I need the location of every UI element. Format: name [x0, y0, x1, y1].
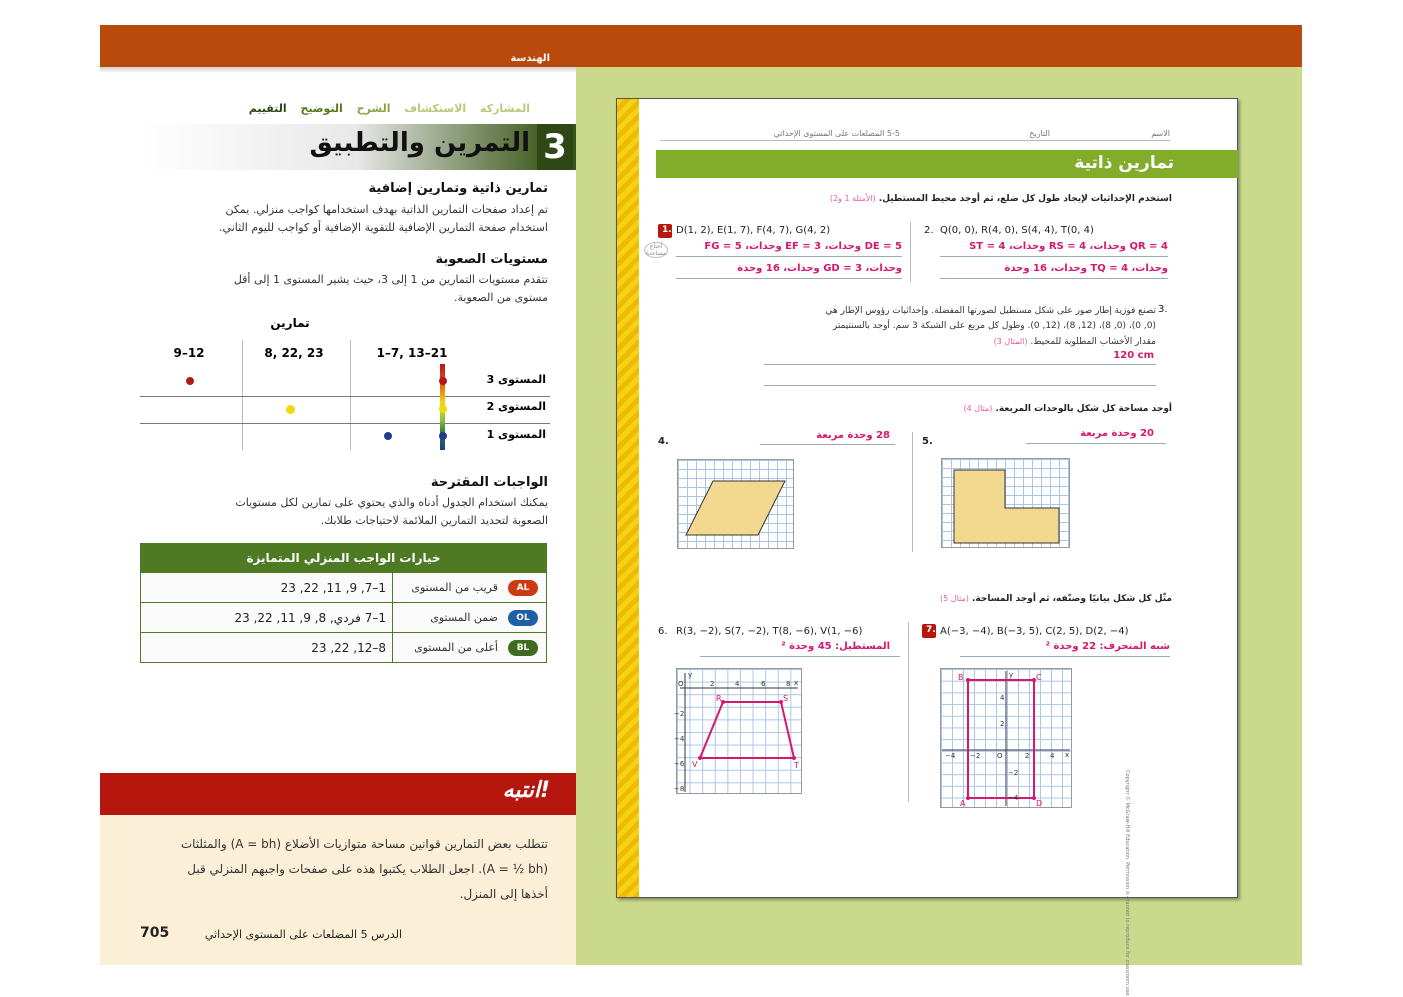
- answer-line: [760, 444, 895, 445]
- instruction-1-text: استخدم الإحداثيات لإيجاد طول كل ضلع، ثم أوجد محيط المستطيل.: [878, 194, 1172, 204]
- l-shape: [954, 470, 1059, 543]
- problem-6-number: 6.: [658, 626, 668, 637]
- x-tick: −2: [970, 752, 981, 760]
- problem-4-number: 4.: [658, 436, 669, 447]
- x-tick: 8: [786, 680, 791, 688]
- y-tick: 4: [1000, 694, 1005, 702]
- homework-row: [141, 632, 546, 662]
- row-divider: [140, 396, 550, 397]
- problem-6-graph: [676, 668, 802, 794]
- difficulty-text-2: مستوى من الصعوبة.: [454, 291, 548, 304]
- answer-line: [764, 385, 1156, 386]
- vertex-label-d: D: [1036, 799, 1043, 808]
- trapezoid-rstv: [700, 702, 794, 758]
- vertex-point: [966, 796, 970, 800]
- homework-exercises: 1–7 فردي, 8, 9, 11, 22, 23: [234, 610, 386, 625]
- problem-2-coords: Q(0, 0), R(4, 0), S(4, 4), T(0, 4): [940, 225, 1094, 236]
- level-3-label: المستوى 3: [486, 373, 546, 386]
- vertex-label-b: B: [958, 673, 964, 682]
- problem-5-answer: 20 وحدة مربعة: [1080, 428, 1154, 439]
- worksheet-title: تمارين ذاتية: [1074, 153, 1174, 173]
- problem-3-line-1: تصنع فوزية إطار صور على شكل مستطيل لصورتها المفضلة. وإحداثيات رؤوس الإطار هي: [825, 306, 1156, 316]
- problem-7-graph: [940, 668, 1072, 808]
- col-header-2: 8, 22, 23: [264, 346, 324, 360]
- answer-line: [676, 278, 902, 279]
- warning-line-3: أخذها إلى المنزل.: [459, 887, 548, 901]
- problem-3-line-3-text: مقدار الأخشاب المطلوبة للمحيط.: [1030, 337, 1156, 347]
- col-divider: [350, 340, 351, 450]
- suggested-heading: الواجبات المقترحة: [430, 475, 548, 490]
- vertex-point: [966, 678, 970, 682]
- problem-5-shape: [941, 458, 1070, 548]
- vertex-label-t: T: [794, 761, 799, 770]
- answer-line: [1026, 443, 1166, 444]
- y-tick: 2: [1000, 720, 1005, 728]
- homework-table-title: خيارات الواجب المنزلي المتمايزة: [141, 544, 546, 572]
- answer-line: [960, 656, 1170, 657]
- level-1-dot: [384, 432, 392, 440]
- level-2-label: المستوى 2: [486, 400, 546, 413]
- problem-2-number: 2.: [924, 225, 934, 236]
- x-tick: −4: [945, 752, 956, 760]
- answer-line: [940, 256, 1168, 257]
- instruction-3-text: مثّل كل شكل بيانيًا وصنّفه، ثم أوجد المساحة.: [972, 594, 1172, 604]
- y-tick: −2: [674, 710, 685, 718]
- problem-6-answer: المستطيل: 45 وحدة ²: [781, 641, 890, 652]
- vertex-label-c: C: [1036, 673, 1042, 682]
- homework-level: أعلى من المستوى: [392, 633, 502, 663]
- level-2-dot: [286, 405, 295, 414]
- instruction-3-ref: (مثال 5): [940, 594, 969, 603]
- practice-text-2: استخدام صفحة التمارين الإضافية للتقوية الإضافية أو كواجب لليوم الثاني.: [219, 221, 548, 234]
- stage-evaluate: التقييم: [248, 102, 287, 115]
- problem-3-ref: (المثال 3): [993, 337, 1028, 346]
- vertex-label-s: S: [783, 694, 789, 703]
- y-tick: −4: [1008, 794, 1019, 802]
- instruction-2-ref: (مثال 4): [963, 404, 993, 413]
- difficulty-table: [140, 340, 550, 450]
- column-divider: [912, 432, 913, 552]
- name-label: الاسم: [1151, 129, 1170, 138]
- level-1-label: المستوى 1: [486, 428, 546, 441]
- column-divider: [908, 622, 909, 802]
- instruction-2-text: أوجد مساحة كل شكل بالوحدات المربعة.: [995, 404, 1172, 414]
- problem-7-coords: A(−3, −4), B(−3, 5), C(2, 5), D(2, −4): [940, 626, 1129, 637]
- practice-heading: تمارين ذاتية وتمارين إضافية: [368, 181, 548, 196]
- beyond-level-badge: BL: [508, 640, 538, 656]
- problem-7-answer: شبه المنحرف: 22 وحدة ²: [1045, 641, 1170, 652]
- problem-5-number: 5.: [922, 436, 933, 447]
- col-divider: [242, 340, 243, 450]
- y-axis-label: y: [688, 671, 693, 679]
- warning-line-2: (A = ½ bh). اجعل الطلاب يكتبوا هذه على صفحات واجبهم المنزلي قبل: [187, 862, 548, 876]
- vertex-point: [792, 756, 796, 760]
- top-bar: [100, 25, 1302, 67]
- y-tick: −4: [674, 735, 685, 743]
- difficulty-text-1: تتقدم مستويات التمارين من 1 إلى 3، حيث يشير المستوى 1 إلى أقل: [233, 273, 548, 286]
- col-header-3: 9–12: [173, 346, 205, 360]
- answer-line: [700, 656, 900, 657]
- problem-3-answer: 120 cm: [1113, 350, 1154, 361]
- instruction-1-ref: (الأمثلة 1 و2): [829, 194, 876, 203]
- vertex-label-r: R: [716, 694, 722, 703]
- answer-line: [940, 278, 1168, 279]
- warning-text: [130, 832, 548, 907]
- problem-1-answer-1: DE = 5 وحدات، EF = 3 وحدات، FG = 5: [704, 241, 902, 252]
- problem-1-answer-2: وحدات، GD = 3 وحدات، 16 وحدة: [737, 263, 902, 274]
- subject-label: الهندسة: [510, 53, 550, 64]
- instruction-1: [820, 194, 1172, 204]
- suggested-text-2: الصعوبة لتحديد التمارين الملائمة لاحتياجات طلابك.: [320, 514, 548, 527]
- x-tick: 6: [761, 680, 766, 688]
- vertex-label-v: V: [692, 760, 698, 769]
- problem-4-answer: 28 وحدة مربعة: [816, 430, 890, 441]
- header-rule: [660, 140, 1170, 141]
- level-2-marker: [439, 405, 447, 413]
- homework-level: قريب من المستوى: [392, 573, 502, 603]
- homework-row: [141, 572, 546, 602]
- y-tick: −8: [674, 785, 685, 793]
- row-divider: [140, 423, 550, 424]
- y-tick: −6: [674, 760, 685, 768]
- origin-label: O: [678, 680, 684, 688]
- x-tick: 4: [1050, 752, 1055, 760]
- homework-level: ضمن المستوى: [392, 603, 502, 633]
- level-1-marker: [439, 432, 447, 440]
- homework-exercises: 8–12, 22, 23: [311, 640, 386, 655]
- vertex-point: [698, 756, 702, 760]
- homework-options-table: [140, 543, 547, 663]
- col-header-1: 1–7, 13–21: [376, 346, 448, 360]
- homework-row: [141, 602, 546, 632]
- practice-text-1: تم إعداد صفحات التمارين الذاتية بهدف استخدامها كواجب منزلي. يمكن: [225, 203, 548, 216]
- warning-title: انتبه!: [502, 778, 550, 803]
- section-title: التمرين والتطبيق: [309, 128, 530, 158]
- answer-line: [764, 364, 1156, 365]
- x-axis-label: x: [1065, 751, 1070, 759]
- on-level-badge: OL: [508, 610, 538, 626]
- worksheet-stripe: [617, 99, 639, 897]
- lesson-label: 5-5 المضلعات على المستوى الإحداثي: [773, 129, 900, 138]
- problem-3-line-3: [760, 334, 1156, 350]
- origin-label: O: [997, 752, 1003, 760]
- footer-lesson: الدرس 5 المضلعات على المستوى الإحداثي: [204, 928, 402, 941]
- y-tick: −2: [1008, 769, 1019, 777]
- homework-exercises: 1–7, 9, 11, 22, 23: [280, 580, 386, 595]
- approaching-level-badge: AL: [508, 580, 538, 596]
- problem-6-coords: R(3, −2), S(7, −2), T(8, −6), V(1, −6): [676, 626, 863, 637]
- parallelogram-shape: [686, 481, 785, 535]
- instruction-2: [880, 404, 1172, 414]
- stage-engage: المشاركة: [480, 102, 530, 115]
- top-bar-shadow: [100, 67, 576, 73]
- help-icon: أحتاج مساعدة: [645, 243, 667, 257]
- stage-explore: الاستكشاف: [404, 102, 467, 115]
- page-number: 705: [140, 925, 170, 941]
- x-tick: 2: [710, 680, 715, 688]
- column-divider: [910, 222, 911, 282]
- problem-3-number: 3.: [1158, 304, 1168, 315]
- level-3-dot: [186, 377, 194, 385]
- level-3-marker: [439, 377, 447, 385]
- problem-2-answer-2: وحدات، TQ = 4 وحدات، 16 وحدة: [1004, 263, 1168, 274]
- x-tick: 4: [735, 680, 740, 688]
- suggested-text-1: يمكنك استخدام الجدول أدناه والذي يحتوي على تمارين لكل مستويات: [235, 496, 548, 509]
- x-axis-label: x: [794, 679, 799, 687]
- stage-elaborate: التوضيح: [300, 102, 343, 115]
- instruction-3: [880, 594, 1172, 604]
- problem-7-number: 7.: [926, 625, 936, 635]
- copyright-note: Copyright © McGraw-Hill Education. Permission is granted to reproduce for classroom use.: [1124, 770, 1130, 997]
- vertex-label-a: A: [960, 799, 966, 808]
- problem-1-coords: D(1, 2), E(1, 7), F(4, 7), G(4, 2): [676, 225, 831, 236]
- problem-1-number: 1.: [662, 225, 672, 235]
- difficulty-heading: مستويات الصعوبة: [435, 252, 548, 267]
- y-axis-label: y: [1009, 671, 1014, 679]
- vertex-point: [721, 700, 725, 704]
- date-label: التاريخ: [1029, 129, 1050, 138]
- problem-4-shape: [677, 459, 794, 549]
- answer-line: [676, 256, 902, 257]
- section-number: 3: [537, 124, 573, 170]
- lesson-stages: [200, 102, 530, 115]
- stage-explain: الشرح: [356, 102, 391, 115]
- problem-3-text: [760, 304, 1156, 350]
- x-tick: 2: [1025, 752, 1030, 760]
- problem-3-line-2: (0, 0)، (0, 8)، (12, 8)، (12, 0). وطول كل مربع على الشبكة 3 سم. أوجد بالسنتيمتر: [832, 321, 1156, 331]
- warning-line-1: تتطلب بعض التمارين قوانين مساحة متوازيات الأضلاع (A = bh) والمثلثات: [180, 837, 548, 851]
- exercises-label: تمارين: [270, 316, 310, 330]
- problem-2-answer-1: QR = 4 وحدات، RS = 4 وحدات، ST = 4: [969, 241, 1168, 252]
